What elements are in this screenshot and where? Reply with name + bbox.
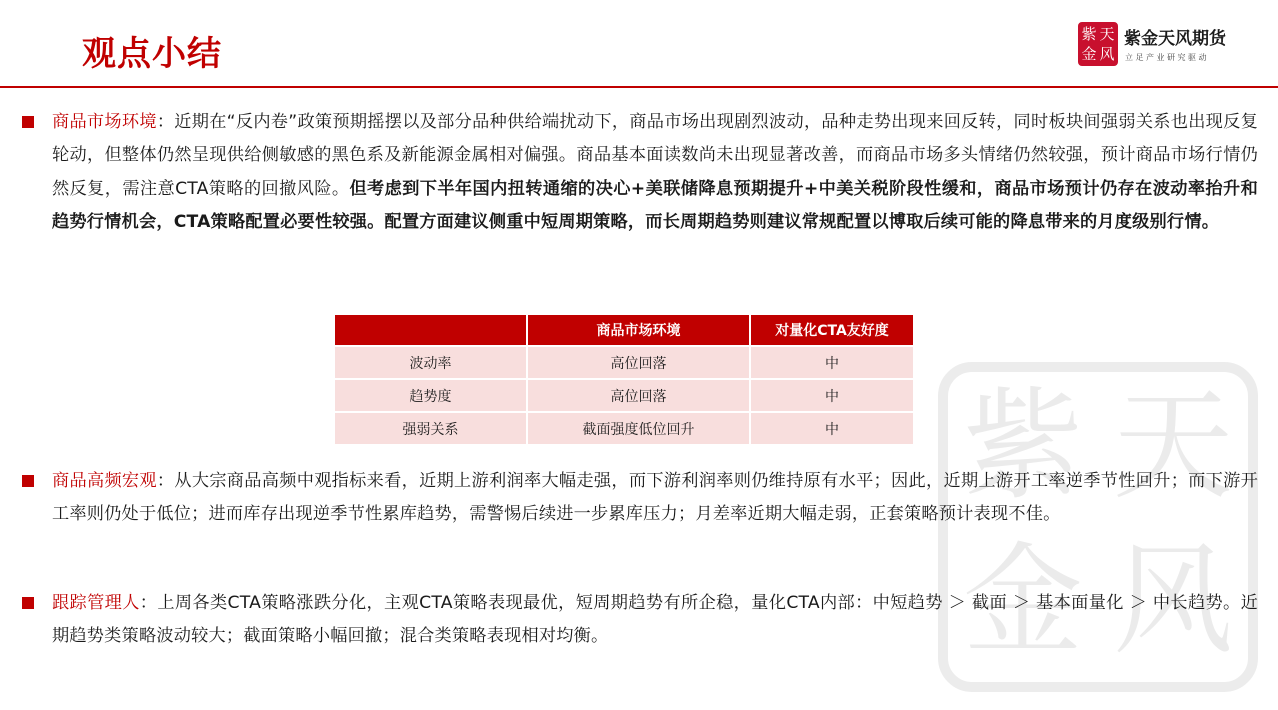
company-logo [1078, 22, 1268, 66]
section-text: ：从大宗商品高频中观指标来看，近期上游利润率大幅走强，而下游利润率则仍维持原有水平；因此，近期上游开工率逆季节性回升；而下游开工率则仍处于低位；进而库存出现逆季节性累库趋势，需警惕后续进一步累库压力；月差率近期大幅走弱，正套策略预计表现不佳。 [52, 471, 1259, 525]
table-header-cell [335, 315, 526, 345]
table-header-cell: 对量化CTA友好度 [751, 315, 913, 345]
table-row [335, 380, 913, 411]
environment-table [333, 313, 915, 446]
logo-seal-icon: 紫 天 金 风 [1078, 22, 1118, 66]
square-bullet-icon [22, 597, 34, 609]
table-cell: 趋势度 [335, 380, 526, 411]
watermark-seal: 紫 天 金 风 [938, 362, 1258, 692]
section-high-frequency-macro [22, 465, 1258, 532]
paragraph [22, 587, 1258, 654]
square-bullet-icon [22, 116, 34, 128]
table-cell: 高位回落 [528, 347, 749, 378]
section-lead: 商品高频宏观 [52, 471, 157, 491]
table-header-row [335, 315, 913, 345]
table-row [335, 347, 913, 378]
table-cell: 高位回落 [528, 380, 749, 411]
paragraph [22, 106, 1258, 239]
section-bold-text: 但考虑到下半年国内扭转通缩的决心+美联储降息预期提升+中美关税阶段性缓和，商品市场预计仍存在波动率抬升和趋势行情机会，CTA策略配置必要性较强。配置方面建议侧重中短周期策略，而长周期趋势则建议常规配置以博取后续可能的降息带来的月度级别行情。 [52, 178, 1258, 232]
table-cell: 波动率 [335, 347, 526, 378]
square-bullet-icon [22, 475, 34, 487]
header-divider [0, 86, 1278, 88]
section-lead: 商品市场环境 [52, 112, 157, 132]
logo-slogan: 立足产业研究驱动 [1125, 53, 1209, 62]
table-cell: 中 [751, 380, 913, 411]
page-title: 观点小结 [82, 34, 222, 74]
table-row [335, 413, 913, 444]
logo-company-name: 紫金天风期货 [1124, 29, 1226, 49]
paragraph [22, 465, 1258, 532]
table-cell: 中 [751, 413, 913, 444]
section-market-environment [22, 106, 1258, 239]
section-text: ：上周各类CTA策略涨跌分化，主观CTA策略表现最优，短周期趋势有所企稳，量化CTA内部：中短趋势 ＞ 截面 ＞ 基本面量化 ＞ 中长趋势。近期趋势类策略波动较大；截面策略小幅回撤；混合类策略表现相对均衡。 [52, 593, 1258, 647]
table-cell: 截面强度低位回升 [528, 413, 749, 444]
table-cell: 强弱关系 [335, 413, 526, 444]
section-text: ：近期在“反内卷”政策预期摇摆以及部分品种供给端扰动下，商品市场出现剧烈波动，品种走势出现来回反转，同时板块间强弱关系也出现反复轮动，但整体仍然呈现供给侧敏感的黑色系及新能源金属相对偏强。商品基本面读数尚未出现显著改善，而商品市场多头情绪仍然较强，预计商品市场行情仍然反复，需注意CTA策略的回撤风险。 [52, 112, 1259, 199]
section-tracked-managers [22, 587, 1258, 654]
table-header-cell: 商品市场环境 [528, 315, 749, 345]
table-cell: 中 [751, 347, 913, 378]
section-lead: 跟踪管理人 [52, 593, 140, 613]
